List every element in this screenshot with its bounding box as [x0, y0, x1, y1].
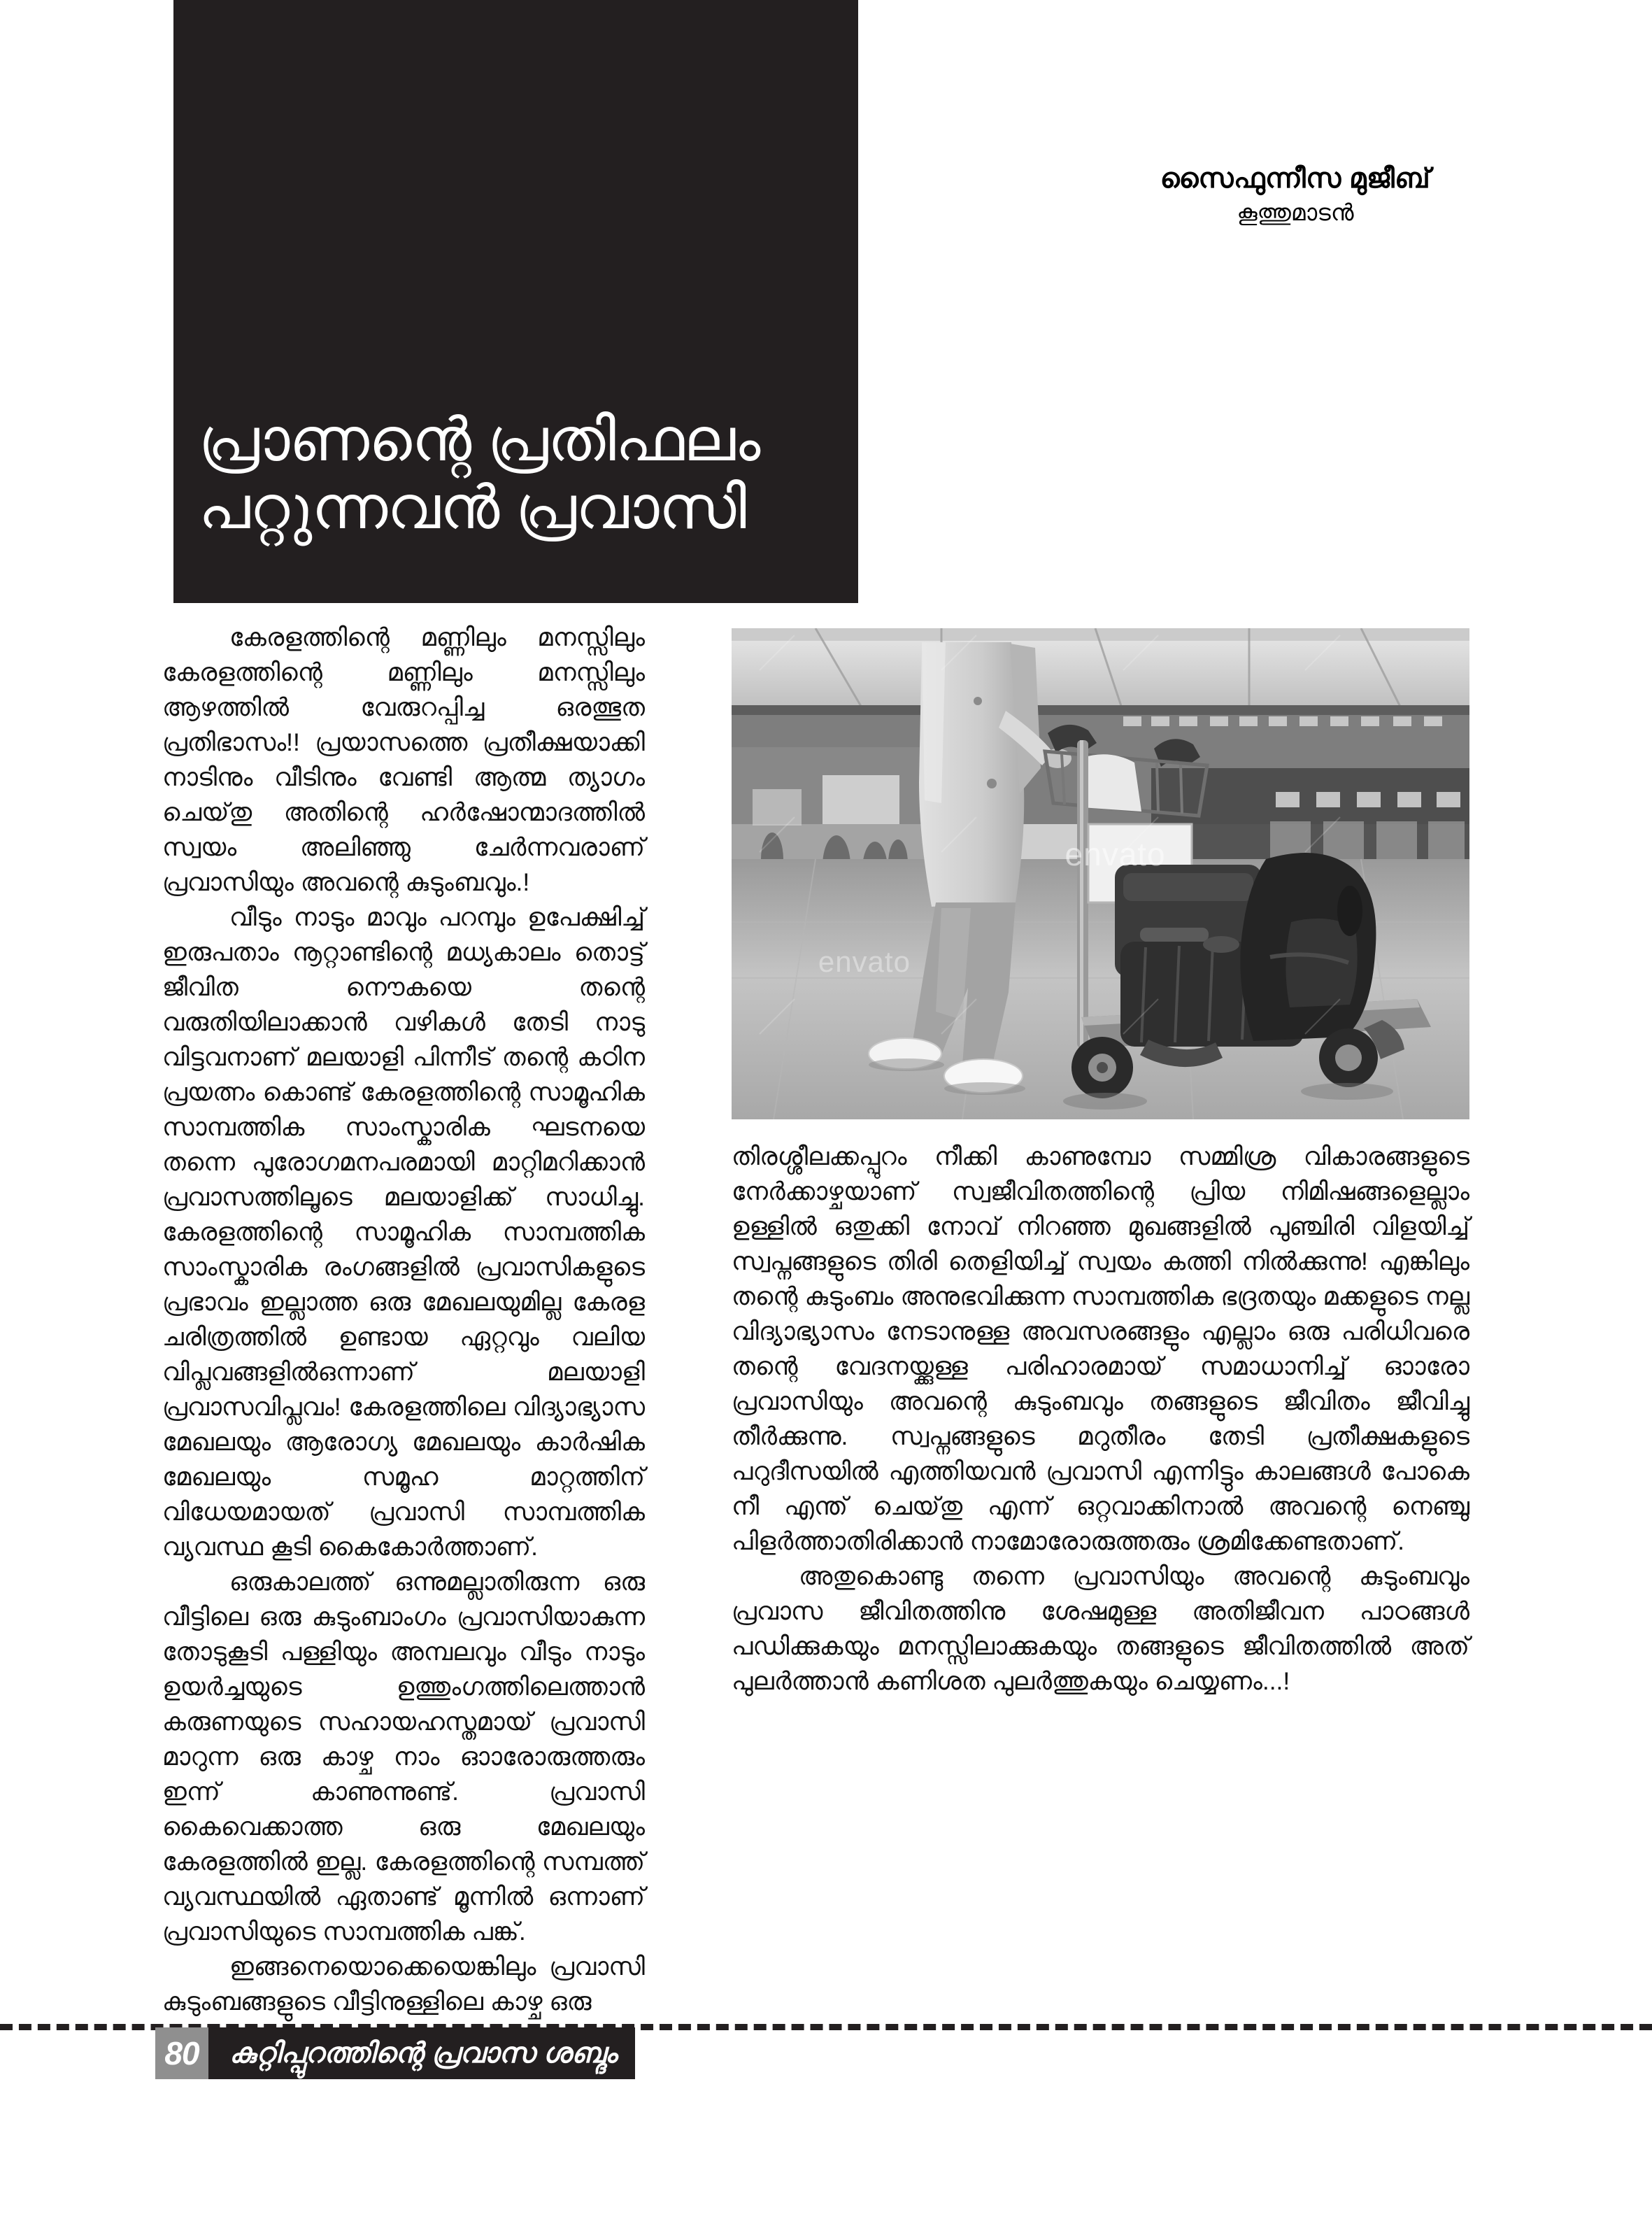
- author-name: സൈഫുന്നീസ മുജീബ്: [1160, 164, 1431, 194]
- page-number: 80: [155, 2027, 208, 2079]
- paragraph: അതുകൊണ്ടു തന്നെ പ്രവാസിയും അവന്റെ കുടുംബവും പ്രവാസ ജീവിതത്തിനു ശേഷമുള്ള അതിജീവന പാഠങ്ങൾ പഡിക്കുകയും മനസ്സിലാക്കുകയും തങ്ങളുടെ ജീവിതത്തിൽ അത് പുലർത്താൻ കണിശത പുലർത്തുകയും ചെയ്യണം...!: [732, 1562, 1469, 1695]
- stock-photo-watermark-secondary: envato: [818, 945, 911, 979]
- article-title-line-1: പ്രാണന്റെ പ്രതിഫലം: [199, 406, 760, 474]
- article-photo: [732, 628, 1469, 1119]
- article-title: [199, 406, 841, 541]
- author-place: കൂത്തുമാടൻ: [1237, 199, 1354, 225]
- stock-photo-watermark: envato: [1064, 835, 1166, 872]
- body-column-right: [732, 1139, 1469, 1699]
- body-column-left: [162, 620, 645, 2019]
- paragraph: തിരശ്ശീലക്കപ്പുറം നീക്കി കാണുമ്പോ സമ്മിശ്ര വികാരങ്ങളുടെ നേർക്കാഴ്ചയാണ് സ്വജീവിതത്തിന്റെ പ്രിയ നിമിഷങ്ങളെല്ലാം ഉള്ളിൽ ഒതുക്കി നോവ് നിറഞ്ഞ മുഖങ്ങളിൽ പുഞ്ചിരി വിളയിച്ച് സ്വപ്നങ്ങളുടെ തിരി തെളിയിച്ച് സ്വയം കത്തി നിൽക്കുന്നു! എങ്കിലും തന്റെ കുടുംബം അനുഭവിക്കുന്ന സാമ്പത്തിക ഭദ്രതയും മക്കളുടെ നല്ല വിദ്യാഭ്യാസം നേടാനുള്ള അവസരങ്ങളും എല്ലാം ഒരു പരിധിവരെ തന്റെ വേദനയ്ക്കുള്ള പരിഹാരമായ് സമാധാനിച്ച് ഓാരോ പ്രവാസിയും അവന്റെ കുടുംബവും തങ്ങളുടെ ജീവിതം ജീവിച്ചു തീർക്കുന്നു. സ്വപ്നങ്ങളുടെ മറുതീരം തേടി പ്രതീക്ഷകളുടെ പറുദീസയിൽ എത്തിയവൻ പ്രവാസി എന്നിട്ടും കാലങ്ങൾ പോകെ നീ എന്ത് ചെയ്‌തു എന്ന് ഒറ്റവാക്കിനാൽ അവന്റെ നെഞ്ചു പിളർത്താതിരിക്കാൻ നാമോരോരുത്തരും ശ്രമിക്കേണ്ടതാണ്.: [732, 1142, 1469, 1555]
- publication-tagline: കുറ്റിപ്പുറത്തിന്റെ പ്രവാസ ശബ്ദം: [229, 2037, 618, 2069]
- paragraph: കേരളത്തിന്റെ മണ്ണിലും മനസ്സിലും കേരളത്തിന്റെ മണ്ണിലും മനസ്സിലും ആഴത്തിൽ വേരുറപ്പിച്ച ഒരത്ഭുത പ്രതിഭാസം!! പ്രയാസത്തെ പ്രതീക്ഷയാക്കി നാടിനും വീടിനും വേണ്ടി ആത്മ ത്യാഗം ചെയ്‌തു അതിന്റെ ഹർഷോന്മാദത്തിൽ സ്വയം അലിഞ്ഞു ചേർന്നവരാണ് പ്രവാസിയും അവന്റെ കുടുംബവും.!: [162, 623, 645, 896]
- page-footer-bar: [155, 2027, 635, 2079]
- article-title-block: [173, 0, 858, 603]
- paragraph: ഒരുകാലത്ത് ഒന്നുമല്ലാതിരുന്ന ഒരു വീട്ടിലെ ഒരു കുടുംബാംഗം പ്രവാസിയാകുന്ന തോടുകൂടി പള്ളിയും അമ്പലവും വീടും നാടും ഉയർച്ചയുടെ ഉത്തുംഗത്തിലെത്താൻ കരുണയുടെ സഹായഹസ്തമായ് പ്രവാസി മാറുന്ന ഒരു കാഴ്ച നാം ഓാരോരുത്തരും ഇന്ന് കാണുന്നുണ്ട്. പ്രവാസി കൈവെക്കാത്ത ഒരു മേഖലയും കേരളത്തിൽ ഇല്ല. കേരളത്തിന്റെ സമ്പത്ത് വ്യവസ്ഥയിൽ ഏതാണ്ട് മൂന്നിൽ ഒന്നാണ് പ്രവാസിയുടെ സാമ്പത്തിക പങ്ക്.: [162, 1568, 645, 1946]
- article-title-line-2: പറ്റുന്നവൻ പ്രവാസി: [199, 474, 746, 541]
- airport-scene-illustration: [732, 628, 1469, 1119]
- author-byline: [1113, 162, 1477, 228]
- paragraph: വീടും നാടും മാവും പറമ്പും ഉപേക്ഷിച്ച് ഇരുപതാം നൂറ്റാണ്ടിന്റെ മധ്യകാലം തൊട്ട് ജീവിത നൌകയെ തന്റെ വരുതിയിലാക്കാൻ വഴികൾ തേടി നാടു വിട്ടവനാണ് മലയാളി പിന്നീട് തന്റെ കഠിന പ്രയത്നം കൊണ്ട് കേരളത്തിന്റെ സാമൂഹിക സാമ്പത്തിക സാംസ്കാരിക ഘടനയെ തന്നെ പുരോഗമനപരമായി മാറ്റിമറിക്കാൻ പ്രവാസത്തിലൂടെ മലയാളിക്ക് സാധിച്ചു. കേരളത്തിന്റെ സാമൂഹിക സാമ്പത്തിക സാംസ്കാരിക രംഗങ്ങളിൽ പ്രവാസികളുടെ പ്രഭാവം ഇല്ലാത്ത ഒരു മേഖലയുമില്ല കേരള ചരിത്രത്തിൽ ഉണ്ടായ ഏറ്റവും വലിയ വിപ്ലവങ്ങളിൽഒന്നാണ് മലയാളി പ്രവാസവിപ്ലവം! കേരളത്തിലെ വിദ്യാഭ്യാസ മേഖലയും ആരോഗ്യ മേഖലയും കാർഷിക മേഖലയും സമൂഹ മാറ്റത്തിന് വിധേയമായത് പ്രവാസി സാമ്പത്തിക വ്യവസ്ഥ കൂടി കൈകോർത്താണ്.: [162, 903, 645, 1561]
- paragraph: ഇങ്ങനെയൊക്കെയെങ്കിലും പ്രവാസി കുടുംബങ്ങളുടെ വീട്ടിനുള്ളിലെ കാഴ്ച ഒരു: [162, 1953, 645, 2016]
